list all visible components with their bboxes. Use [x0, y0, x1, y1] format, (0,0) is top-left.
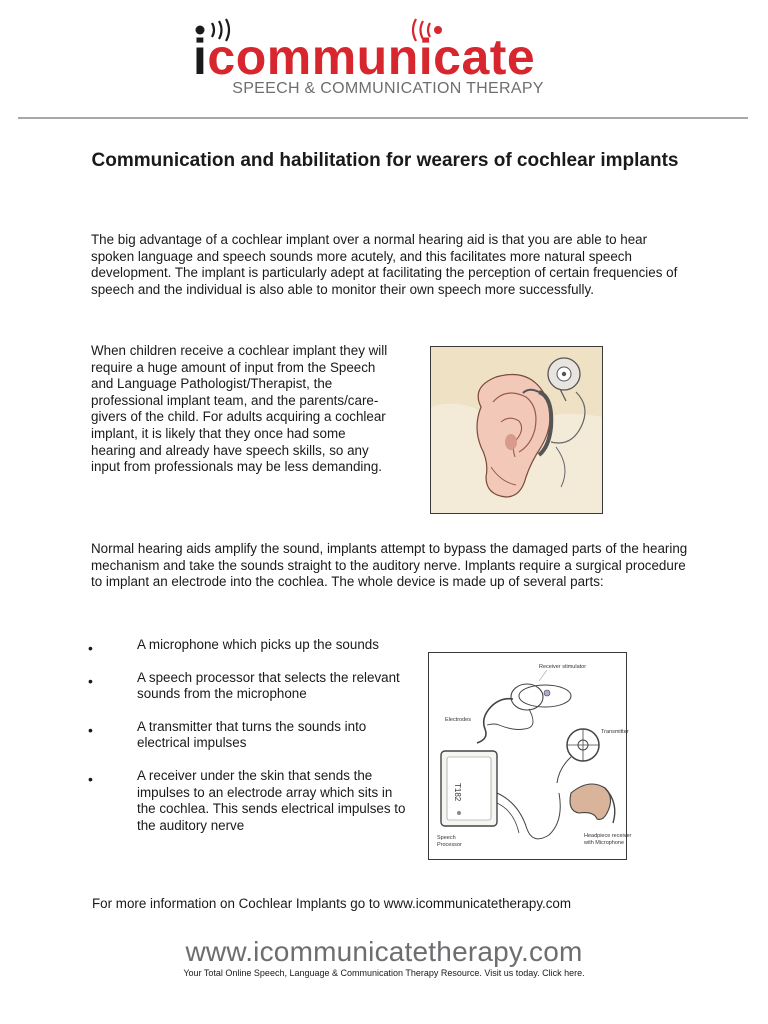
processor-label-line2: Processor: [437, 842, 462, 848]
processor-label-line1: Speech: [437, 835, 456, 841]
children-paragraph: When children receive a cochlear implant they will require a huge amount of input from the Speech and Language Pathologist/Therapist, the professional implant team, and the parents/care-givers of the child. For adults acquiring a cochlear implant, it is likely that they once had some hearing and already have speech skills, so any input from professionals may be less demanding.: [91, 343, 388, 475]
list-item-text: A transmitter that turns the sounds into electrical impulses: [137, 718, 367, 751]
transmitter-label: Transmitter: [601, 729, 629, 735]
device-serial: T182: [453, 783, 462, 802]
more-info-paragraph: For more information on Cochlear Implants go to www.icommunicatetherapy.com: [92, 896, 572, 911]
footer-website-link[interactable]: www.icommunicatetherapy.com: [185, 936, 583, 967]
brand-wordmark-rest: communicate: [207, 29, 536, 85]
brand-tagline: SPEECH & COMMUNICATION THERAPY: [232, 80, 544, 97]
brand-wordmark: [193, 29, 536, 85]
receiver-label: Receiver stimulator: [539, 664, 587, 670]
intro-paragraph: The big advantage of a cochlear implant over a normal hearing aid is that you are able to hear spoken language and speech sounds more acutely, and this facilitates more natural speech development. The implant is particularly adept at facilitating the perception of certain frequencies of speech and the individual is also able to monitor their own speech more successfully.: [91, 232, 678, 297]
document-title: Communication and habilitation for wearers of cochlear implants: [91, 150, 679, 171]
parts-paragraph: Normal hearing aids amplify the sound, implants attempt to bypass the damaged parts of the hearing mechanism and take the sounds straight to the auditory nerve. Implants require a surgical procedure to implant an electrode into the cochlea. The whole device is made up of several parts:: [91, 541, 688, 590]
brand-wordmark-initial: i: [193, 29, 208, 85]
headpiece-label-line2: with Microphone: [584, 840, 625, 846]
header-divider: [18, 117, 748, 119]
ear-implant-illustration: [430, 346, 603, 514]
headpiece-label-line1: Headpiece receiver: [584, 833, 632, 839]
implant-parts-diagram: [428, 652, 632, 860]
list-item: [88, 719, 408, 752]
list-item: [88, 637, 408, 654]
list-item-text: A receiver under the skin that sends the impulses to an electrode array which sits in the cochlea. This sends electrical impulses to the auditory nerve: [137, 767, 406, 833]
footer-tagline-link[interactable]: Your Total Online Speech, Language & Communication Therapy Resource. Visit us today. Click here.: [183, 968, 585, 978]
list-item-text: A microphone which picks up the sounds: [137, 637, 379, 652]
electrodes-label: Electrodes: [445, 717, 471, 723]
bullet-icon: •: [88, 672, 93, 689]
list-item-text: A speech processor that selects the relevant sounds from the microphone: [137, 669, 400, 702]
bullet-icon: •: [88, 770, 93, 787]
list-item: [88, 768, 408, 834]
list-item: [88, 670, 408, 703]
brand-logo[interactable]: [193, 18, 593, 100]
bullet-icon: •: [88, 640, 93, 656]
bullet-icon: •: [88, 721, 93, 738]
parts-list: [88, 637, 408, 850]
